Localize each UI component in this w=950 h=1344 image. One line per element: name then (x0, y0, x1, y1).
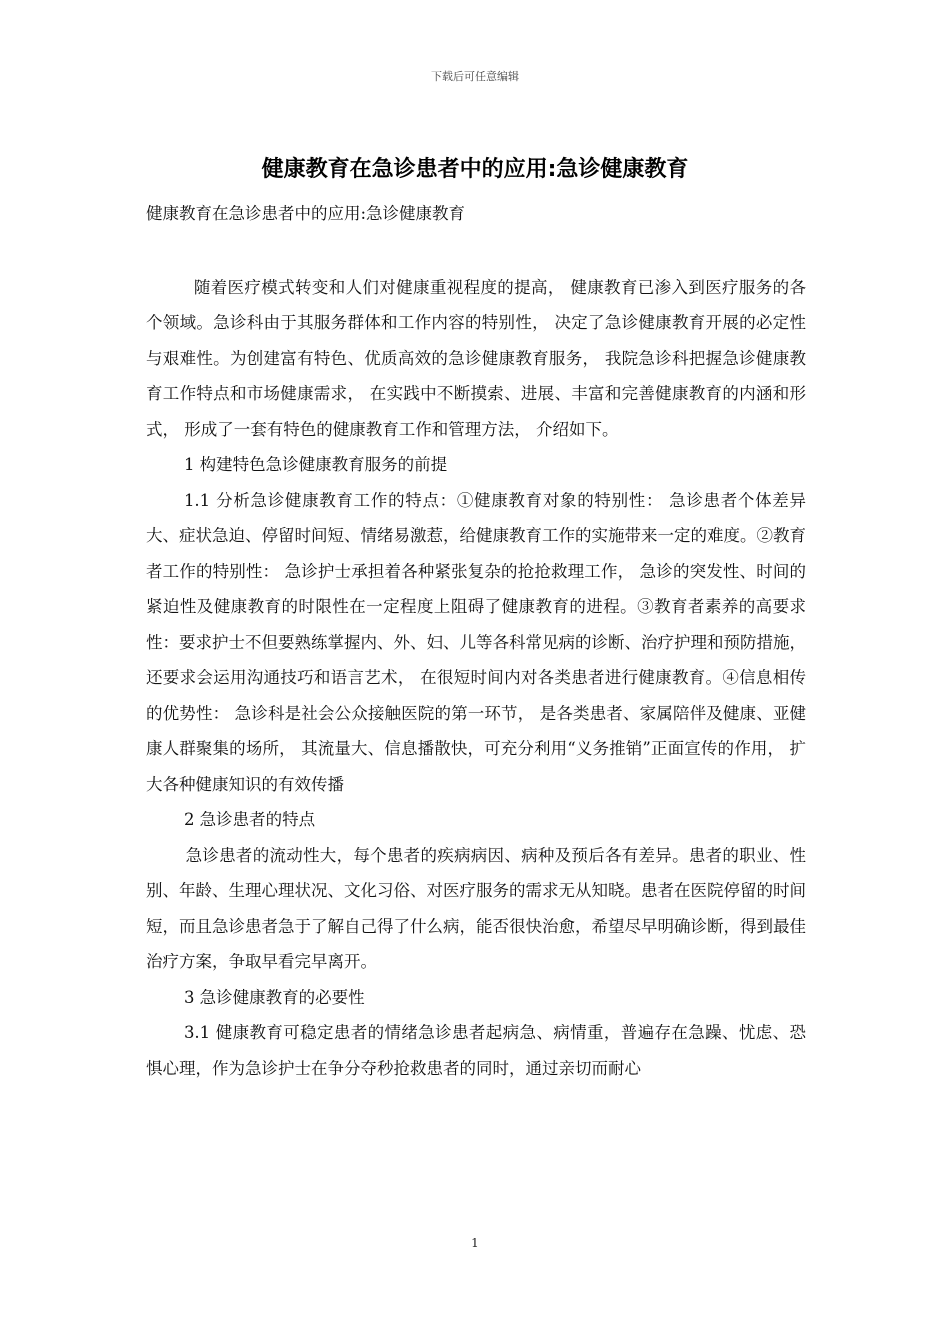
section-heading-3: 3 急诊健康教育的必要性 (183, 987, 365, 1007)
page-number: 1 (471, 1236, 479, 1250)
document-title: 健康教育在急诊患者中的应用:急诊健康教育 (261, 157, 689, 182)
document-body (146, 196, 806, 1086)
paragraph-1-1: 1.1 分析急诊健康教育工作的特点：①健康教育对象的特别性： 急诊患者个体差异大、症状急迫、停留时间短、情绪易激惹，给健康教育工作的实施带来一定的难度。②教育者工作的特别性： 急诊护士承担着各种紧张复杂的抢抢救理工作， 急诊的突发性、时间的紧迫性及健康教育的时限性在一定程度上阻碍了健康教育的进程。③教育者素养的高要求性：要求护士不但要熟练掌握内、外、妇、儿等各科常见病的诊断、治疗护理和预防措施， 还要求会运用沟通技巧和语言艺术， 在很短时间内对各类患者进行健康教育。④信息相传的优势性： 急诊科是社会公众接触医院的第一环节， 是各类患者、家属陪伴及健康、亚健康人群聚集的场所， 其流量大、信息播散快，可充分利用“义务推销”正面宣传的作用， 扩大各种健康知识的有效传播 (146, 490, 806, 794)
paragraph-2: 急诊患者的流动性大，每个患者的疾病病因、病种及预后各有差异。患者的职业、性别、年龄、生理心理状况、文化习俗、对医疗服务的需求无从知晓。患者在医院停留的时间短，而且急诊患者急于了解自己得了什么病，能否很快治愈，希望尽早明确诊断，得到最佳治疗方案，争取早看完早离开。 (146, 845, 806, 971)
document-subtitle: 健康教育在急诊患者中的应用:急诊健康教育 (146, 204, 466, 223)
paragraph-intro: 随着医疗模式转变和人们对健康重视程度的提高， 健康教育已渗入到医疗服务的各个领域。急诊科由于其服务群体和工作内容的特别性， 决定了急诊健康教育开展的必定性与艰难性。为创建富有特色、优质高效的急诊健康教育服务， 我院急诊科把握急诊健康教育工作特点和市场健康需求， 在实践中不断摸索、进展、丰富和完善健康教育的内涵和形式， 形成了一套有特色的健康教育工作和管理方法， 介绍如下。 (146, 277, 806, 439)
paragraph-3-1: 3.1 健康教育可稳定患者的情绪急诊患者起病急、病情重，普遍存在急躁、忧虑、恐惧心理，作为急诊护士在争分夺秒抢救患者的同时，通过亲切而耐心 (146, 1023, 806, 1078)
section-heading-2: 2 急诊患者的特点 (183, 810, 316, 829)
section-heading-1: 1 构建特色急诊健康教育服务的前提 (183, 455, 448, 474)
header-note: 下载后可任意编辑 (431, 70, 519, 83)
blank-line (146, 232, 806, 270)
